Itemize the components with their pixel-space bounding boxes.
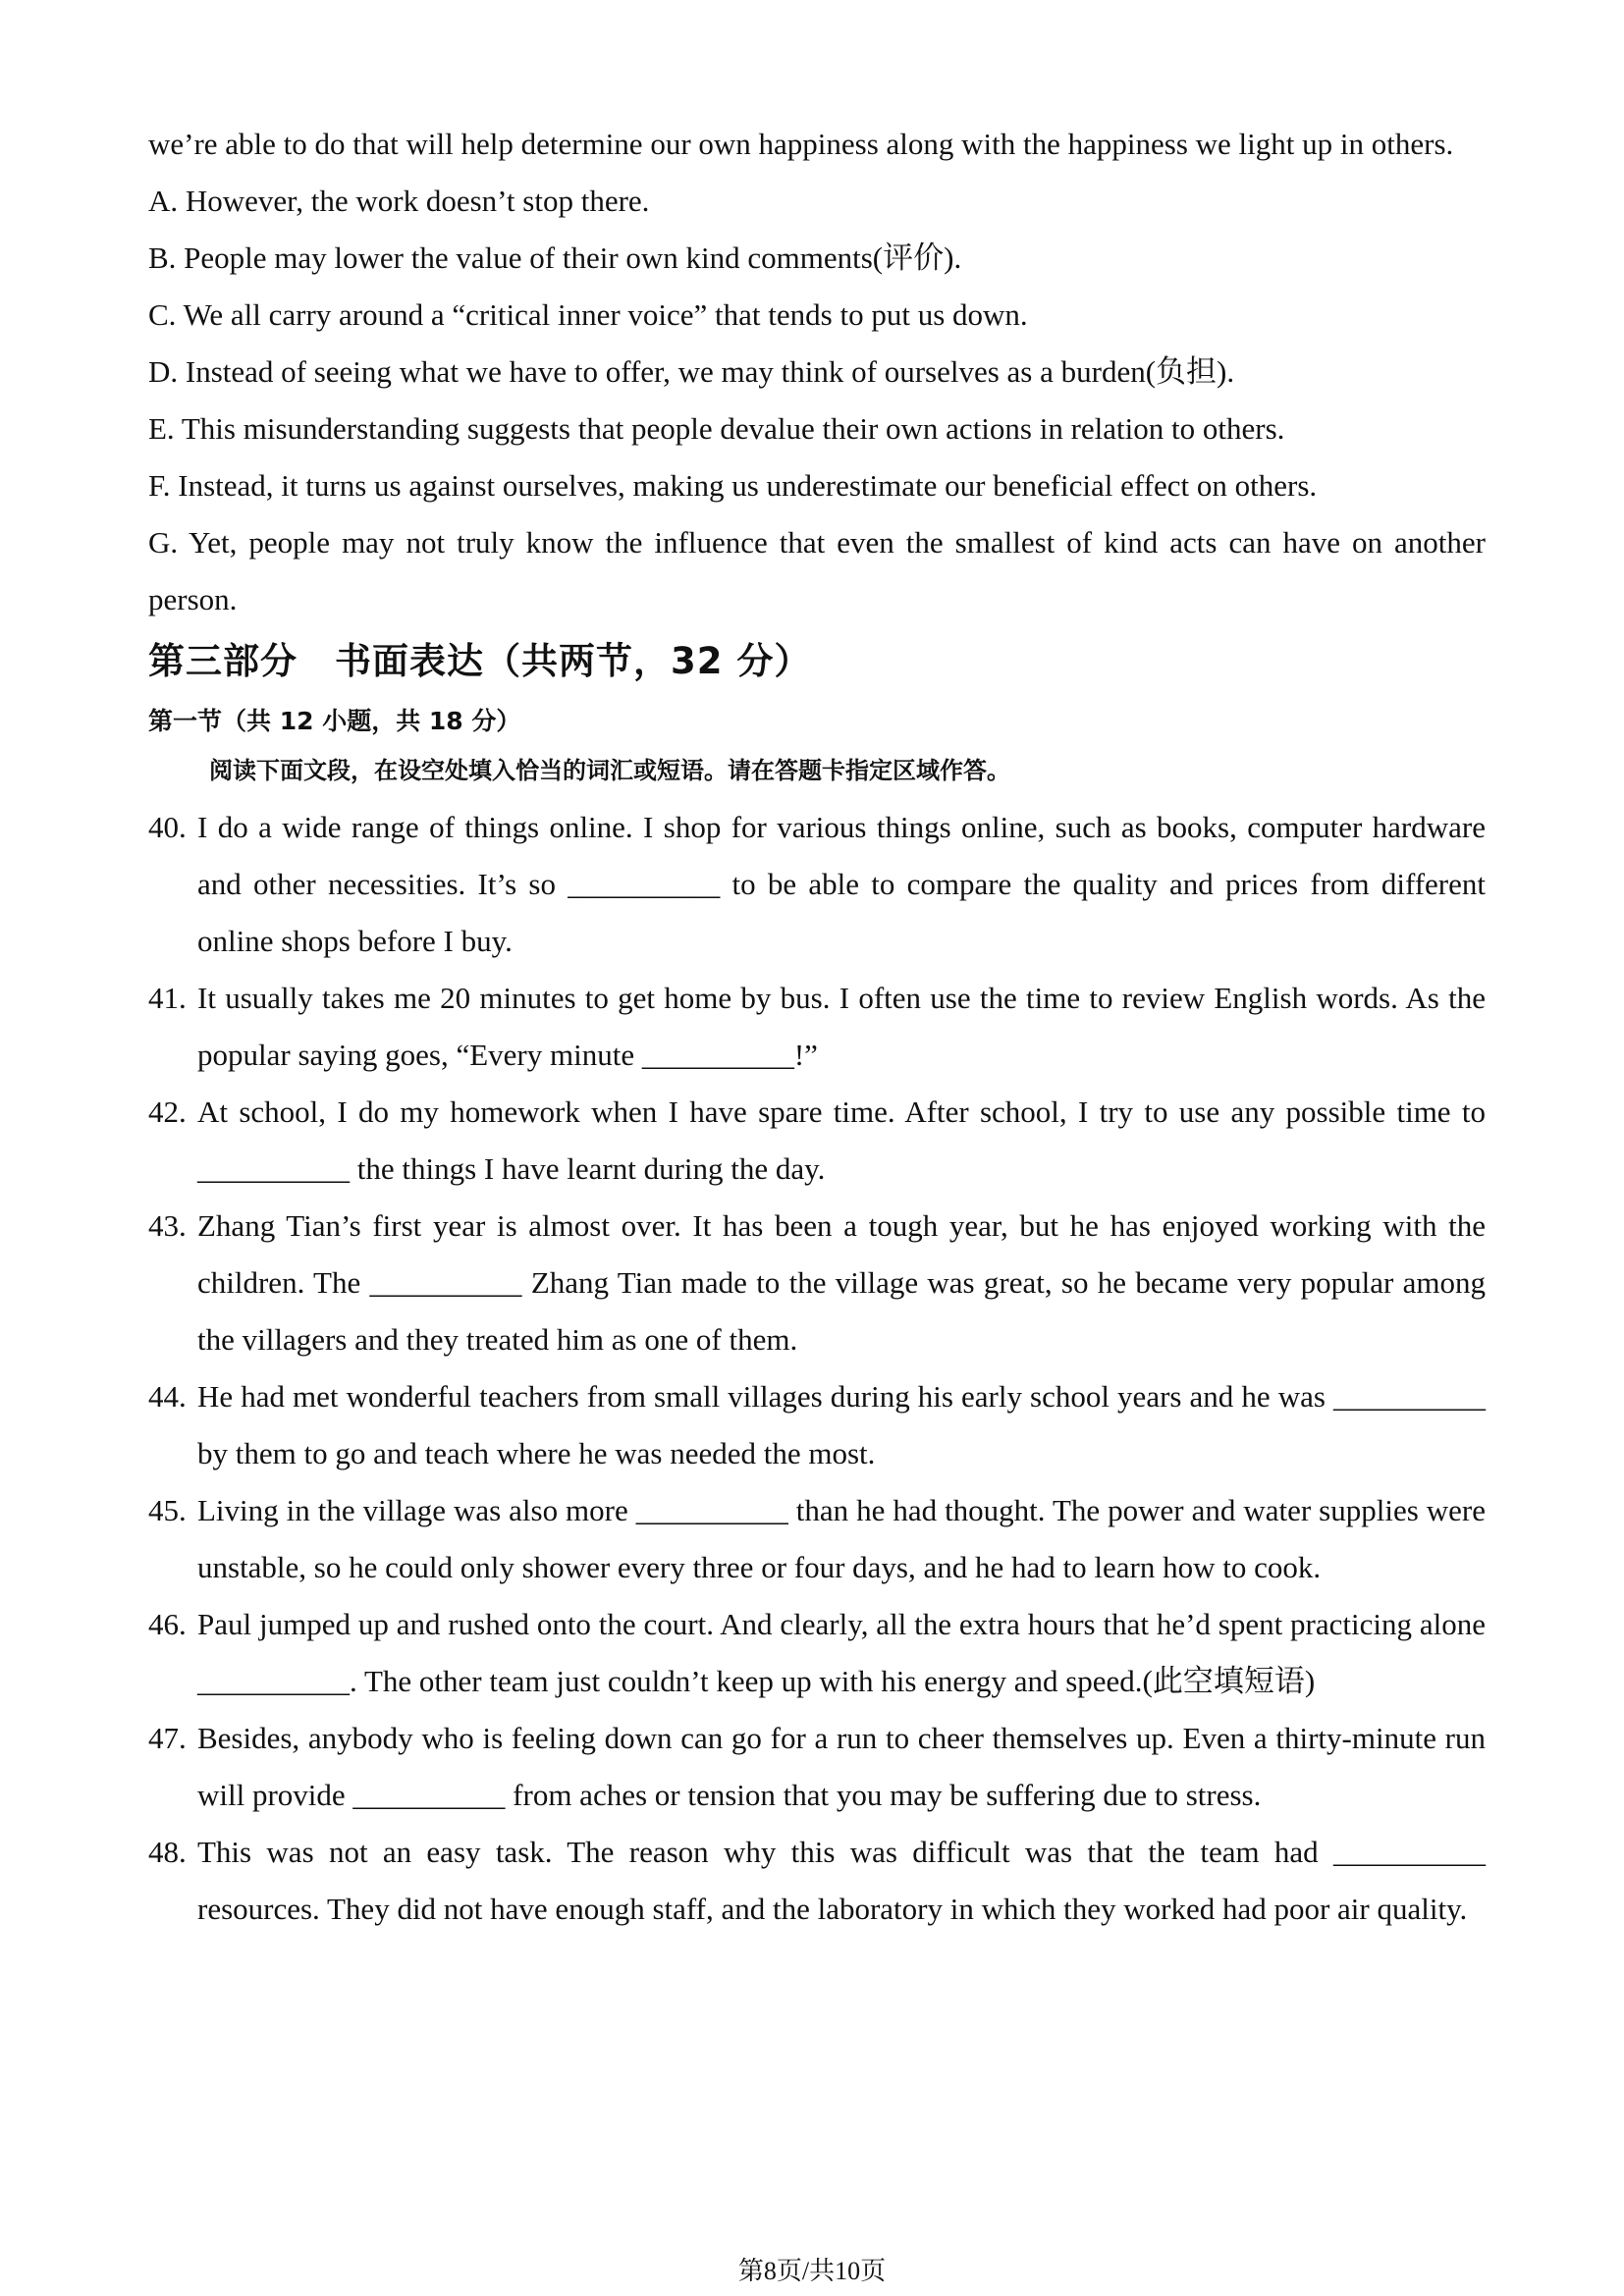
page-content: [148, 116, 1486, 1938]
question-42: [148, 1084, 1486, 1198]
question-41: [148, 970, 1486, 1084]
section-subtitle: 第一节（共 12 小题，共 18 分）: [148, 707, 521, 735]
page-number-footer: 第8页/共10页: [737, 2257, 887, 2285]
question-text: Living in the village was also more __________ than he had thought. The power and water supplies were unstable, so he could only shower every three or four days, and he had to learn how to cook.: [197, 1493, 1486, 1584]
option-e: E. This misunderstanding suggests that people devalue their own actions in relation to others.: [148, 411, 1285, 446]
question-text: At school, I do my homework when I have spare time. After school, I try to use any possible time to __________ the things I have learnt during the day.: [197, 1095, 1486, 1186]
question-text: He had met wonderful teachers from small villages during his early school years and he was __________ by them to go and teach where he was needed the most.: [197, 1379, 1486, 1470]
question-number: 48.: [148, 1835, 187, 1869]
question-number: 41.: [148, 981, 187, 1015]
question-number: 45.: [148, 1493, 187, 1527]
question-number: 40.: [148, 810, 187, 844]
question-number: 44.: [148, 1379, 187, 1414]
question-text: It usually takes me 20 minutes to get home by bus. I often use the time to review English words. As the popular saying goes, “Every minute __________!”: [197, 981, 1486, 1072]
option-list: [148, 173, 1486, 628]
question-40: [148, 799, 1486, 970]
option-c: C. We all carry around a “critical inner voice” that tends to put us down.: [148, 297, 1028, 332]
option-b: B. People may lower the value of their own kind comments(评价).: [148, 240, 962, 275]
question-46: [148, 1596, 1486, 1710]
question-number: 42.: [148, 1095, 187, 1129]
question-text: This was not an easy task. The reason why this was difficult was that the team had __________ resources. They did not have enough staff, and the laboratory in which they worked had poor air quality.: [197, 1835, 1486, 1926]
question-47: [148, 1710, 1486, 1824]
question-number: 47.: [148, 1721, 187, 1755]
question-48: [148, 1824, 1486, 1938]
option-g: G. Yet, people may not truly know the influence that even the smallest of kind acts can have on another person.: [148, 525, 1486, 616]
question-text: I do a wide range of things online. I shop for various things online, such as books, computer hardware and other necessities. It’s so __________ to be able to compare the quality and prices from different online shops before I buy.: [197, 810, 1486, 958]
question-43: [148, 1198, 1486, 1368]
question-text: Zhang Tian’s first year is almost over. It has been a tough year, but he has enjoyed working with the children. The __________ Zhang Tian made to the village was great, so he became very popular among the villagers and they treated him as one of them.: [197, 1208, 1486, 1357]
question-44: [148, 1368, 1486, 1482]
passage-continuation: we’re able to do that will help determine our own happiness along with the happiness we light up in others.: [148, 127, 1454, 161]
option-f: F. Instead, it turns us against ourselves, making us underestimate our beneficial effect on others.: [148, 468, 1318, 503]
question-text: Besides, anybody who is feeling down can go for a run to cheer themselves up. Even a thirty-minute run will provide __________ from aches or tension that you may be suffering due to stress.: [197, 1721, 1486, 1812]
question-text: Paul jumped up and rushed onto the court. And clearly, all the extra hours that he’d spent practicing alone __________. The other team just couldn’t keep up with his energy and speed.(此空填短语): [197, 1607, 1486, 1698]
option-d: D. Instead of seeing what we have to offer, we may think of ourselves as a burden(负担).: [148, 354, 1235, 389]
question-list: [148, 799, 1486, 1938]
question-number: 43.: [148, 1208, 187, 1243]
question-45: [148, 1482, 1486, 1596]
option-a: A. However, the work doesn’t stop there.: [148, 184, 650, 218]
section-title: 第三部分 书面表达（共两节，32 分）: [148, 640, 812, 682]
question-number: 46.: [148, 1607, 187, 1641]
section-instruction: 阅读下面文段，在设空处填入恰当的词汇或短语。请在答题卡指定区域作答。: [209, 757, 1010, 784]
